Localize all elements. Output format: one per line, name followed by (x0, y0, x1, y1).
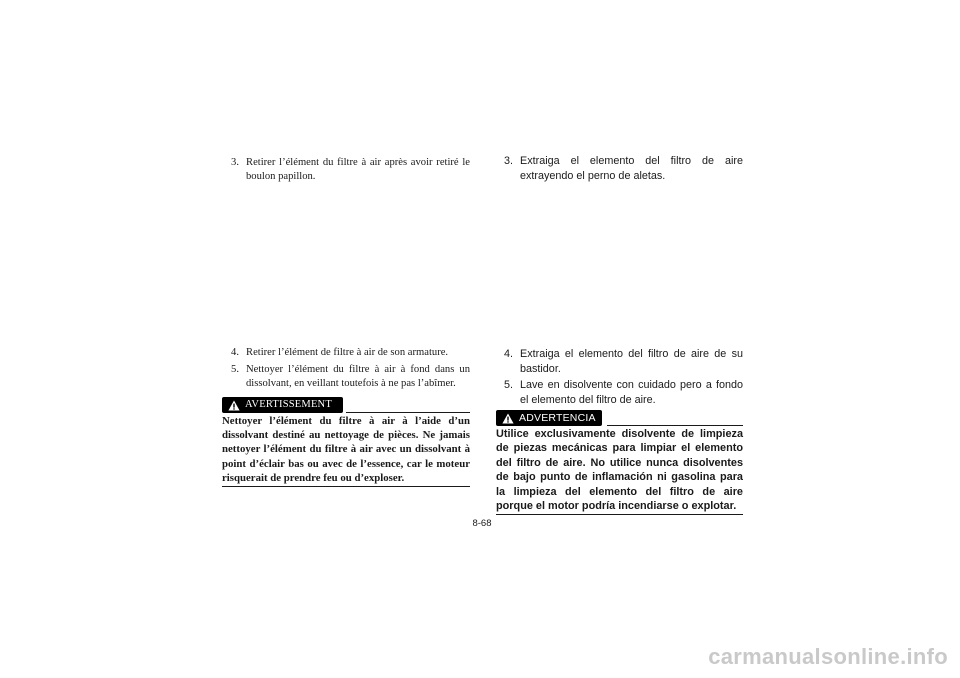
es-step-3 (496, 154, 743, 183)
fr-step-5-number: 5. (231, 364, 239, 375)
es-step-4-text: Extraiga el elemento del filtro de aire de su bastidor. (520, 348, 743, 375)
fr-warning-label: AVERTISSEMENT (245, 399, 332, 410)
es-warning-label-box (496, 410, 602, 426)
fr-step-5-text: Nettoyer l’élément du filtre à air à fond dans un dissolvant, en veillant toutefois à ne pas l’abîmer. (246, 364, 470, 389)
es-step-3-text: Extraiga el elemento del filtro de aire extrayendo el perno de aletas. (520, 155, 743, 182)
fr-step-4-text: Retirer l’élément de filtre à air de son armature. (246, 347, 449, 358)
es-step-3-number: 3. (503, 155, 513, 167)
fr-step-3-text: Retirer l’élément du filtre à air après avoir retiré le boulon papillon. (246, 157, 470, 182)
es-step-5-number: 5. (503, 379, 513, 391)
fr-step-3 (222, 156, 470, 184)
es-warning-header (496, 410, 743, 426)
page-number: 8-68 (472, 518, 492, 529)
es-step-4 (496, 347, 743, 376)
es-warning-bottom-rule (496, 514, 743, 515)
fr-step-4-number: 4. (231, 347, 239, 358)
es-step-4-number: 4. (503, 348, 513, 360)
fr-warning-top-rule (346, 412, 470, 413)
warning-triangle-icon (502, 413, 514, 424)
es-warning-label: ADVERTENCIA (519, 411, 596, 424)
fr-warning-bottom-rule (222, 486, 470, 487)
fr-step-3-number: 3. (231, 157, 239, 168)
watermark: carmanualsonline.info (708, 644, 948, 669)
fr-warning-text: Nettoyer l’élément du filtre à air à l’aide d’un dissolvant destiné au nettoyage de pièces. Ne jamais nettoyer l’élément du filtre à air avec un dissolvant à point d’éclair bas ou avec de l’essence, car le moteur risquerait de prendre feu ou d’exploser. (222, 415, 470, 484)
fr-warning-header (222, 397, 470, 413)
warning-triangle-icon (228, 400, 240, 411)
fr-step-4 (222, 346, 470, 360)
es-step-5 (496, 378, 743, 407)
es-warning-top-rule (607, 425, 743, 426)
fr-step-5 (222, 363, 470, 391)
fr-warning-label-box (222, 397, 343, 413)
es-step-5-text: Lave en disolvente con cuidado pero a fondo el elemento del filtro de aire. (520, 379, 743, 406)
es-warning-text: Utilice exclusivamente disolvente de limpieza de piezas mecánicas para limpiar el elemento del filtro de aire. No utilice nunca disolventes de bajo punto de inflamación ni gasolina para la limpieza del elemento del filtro de aire porque el motor podría incendiarse o explotar. (496, 428, 743, 513)
